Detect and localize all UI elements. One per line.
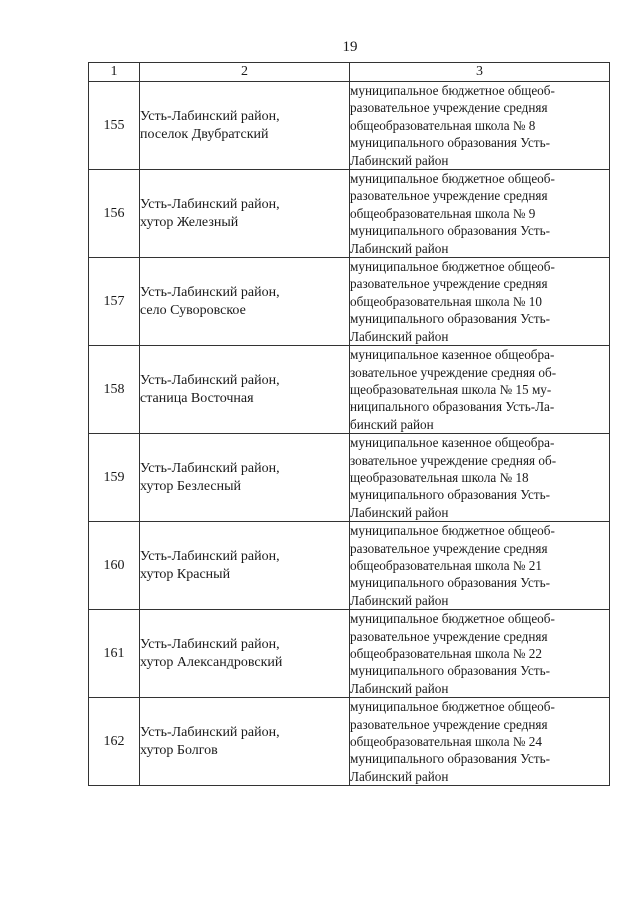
location-line: село Суворовское: [140, 302, 246, 318]
location-line: Усть-Лабинский район,: [140, 548, 280, 564]
location-line: Усть-Лабинский район,: [140, 284, 280, 300]
column-header-2: 2: [140, 63, 350, 82]
institution-cell: [350, 698, 610, 786]
location-line: Усть-Лабинский район,: [140, 460, 280, 476]
institution-line: муниципального образования Усть-: [350, 223, 551, 239]
institution-line: Лабинский район: [350, 680, 449, 696]
institution-line: муниципального образования Усть-: [350, 575, 551, 591]
institution-line: муниципальное казенное общеобра-: [350, 347, 555, 363]
institution-cell: [350, 610, 610, 698]
institution-line: Лабинский район: [350, 768, 449, 784]
institution-line: общеобразовательная школа № 10: [350, 293, 542, 309]
institution-line: муниципальное бюджетное общеоб-: [350, 523, 555, 539]
institution-line: муниципального образования Усть-: [350, 135, 551, 151]
row-number: 158: [89, 346, 140, 434]
table-row: [89, 82, 610, 170]
location-cell: [140, 170, 350, 258]
institution-line: общеобразовательная школа № 21: [350, 557, 542, 573]
institution-line: муниципальное бюджетное общеоб-: [350, 611, 555, 627]
row-number: 159: [89, 434, 140, 522]
table-row: [89, 258, 610, 346]
institution-line: Лабинский район: [350, 328, 449, 344]
institution-cell: [350, 346, 610, 434]
location-cell: [140, 698, 350, 786]
location-line: хутор Красный: [140, 566, 231, 582]
location-line: станица Восточная: [140, 390, 254, 406]
institution-line: разовательное учреждение средняя: [350, 540, 548, 556]
institution-line: разовательное учреждение средняя: [350, 100, 548, 116]
location-cell: [140, 522, 350, 610]
institution-line: муниципальное бюджетное общеоб-: [350, 699, 555, 715]
table-row: [89, 434, 610, 522]
location-line: Усть-Лабинский район,: [140, 372, 280, 388]
institution-line: разовательное учреждение средняя: [350, 716, 548, 732]
institution-line: Лабинский район: [350, 240, 449, 256]
row-number: 160: [89, 522, 140, 610]
institution-cell: [350, 522, 610, 610]
location-line: хутор Александровский: [140, 654, 283, 670]
institution-line: муниципальное бюджетное общеоб-: [350, 83, 555, 98]
table-row: [89, 346, 610, 434]
location-cell: [140, 258, 350, 346]
institution-line: зовательное учреждение средняя об-: [350, 364, 557, 380]
institution-line: разовательное учреждение средняя: [350, 188, 548, 204]
table-row: [89, 698, 610, 786]
institution-line: муниципальное бюджетное общеоб-: [350, 259, 555, 275]
document-table: [88, 62, 610, 786]
institution-cell: [350, 434, 610, 522]
location-cell: [140, 434, 350, 522]
column-header-1: 1: [89, 63, 140, 82]
institution-line: зовательное учреждение средняя об-: [350, 452, 557, 468]
institution-line: бинский район: [350, 416, 434, 432]
institution-line: муниципального образования Усть-: [350, 663, 551, 679]
row-number: 157: [89, 258, 140, 346]
location-line: хутор Железный: [140, 214, 239, 230]
row-number: 156: [89, 170, 140, 258]
institution-cell: [350, 82, 610, 170]
row-number: 155: [89, 82, 140, 170]
table-header-row: [89, 63, 610, 82]
location-line: хутор Болгов: [140, 742, 218, 758]
institution-line: Лабинский район: [350, 152, 449, 168]
institution-cell: [350, 170, 610, 258]
location-cell: [140, 346, 350, 434]
institution-line: муниципального образования Усть-: [350, 311, 551, 327]
institution-line: муниципального образования Усть-: [350, 751, 551, 767]
location-cell: [140, 82, 350, 170]
location-line: поселок Двубратский: [140, 126, 269, 142]
institution-line: ниципального образования Усть-Ла-: [350, 399, 555, 415]
table-row: [89, 170, 610, 258]
institution-line: общеобразовательная школа № 22: [350, 646, 542, 661]
institution-cell: [350, 258, 610, 346]
row-number: 162: [89, 698, 140, 786]
institution-line: Лабинский район: [350, 592, 449, 608]
institution-line: общеобразовательная школа № 8: [350, 117, 536, 133]
institution-line: муниципального образования Усть-: [350, 487, 551, 503]
location-line: Усть-Лабинский район,: [140, 636, 280, 652]
location-line: Усть-Лабинский район,: [140, 724, 280, 740]
location-cell: [140, 610, 350, 698]
institution-line: щеобразовательная школа № 18: [350, 469, 529, 485]
institution-line: щеобразовательная школа № 15 му-: [350, 381, 552, 397]
page-number: 19: [342, 39, 358, 55]
table-body: [89, 82, 610, 786]
institution-line: Лабинский район: [350, 504, 449, 520]
table-row: [89, 522, 610, 610]
institution-line: муниципальное бюджетное общеоб-: [350, 171, 555, 187]
location-line: Усть-Лабинский район,: [140, 196, 280, 212]
institution-line: общеобразовательная школа № 9: [350, 205, 536, 221]
column-header-3: 3: [350, 63, 610, 82]
institution-line: разовательное учреждение средняя: [350, 628, 548, 644]
location-line: хутор Безлесный: [140, 478, 242, 494]
institution-line: муниципальное казенное общеобра-: [350, 435, 555, 451]
row-number: 161: [89, 610, 140, 698]
institution-line: разовательное учреждение средняя: [350, 276, 548, 292]
table-row: [89, 610, 610, 698]
location-line: Усть-Лабинский район,: [140, 108, 280, 124]
institution-line: общеобразовательная школа № 24: [350, 734, 542, 750]
